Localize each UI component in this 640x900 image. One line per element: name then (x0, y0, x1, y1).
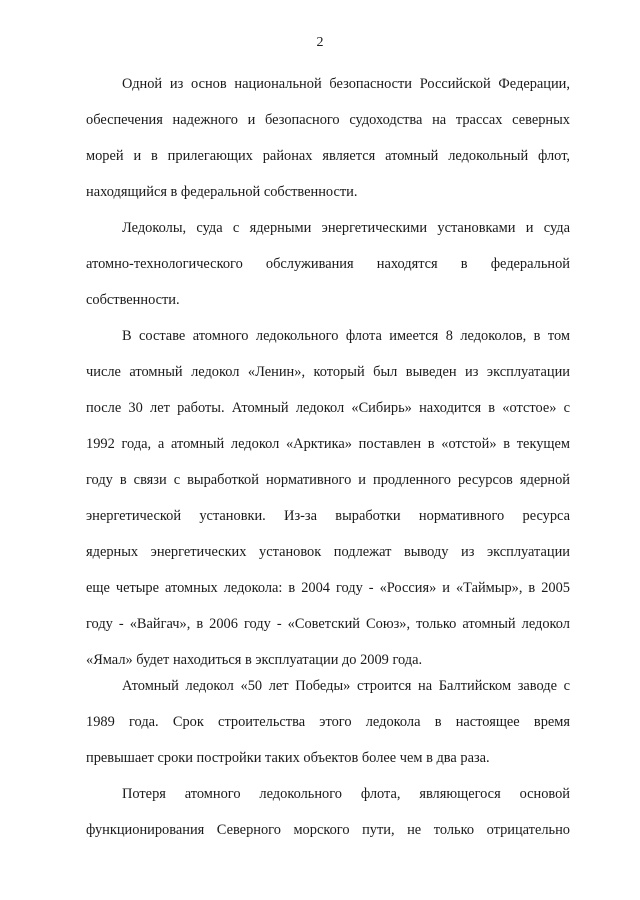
text-line: числе атомный ледокол «Ленин», который был выведен из эксплуатации (86, 364, 570, 380)
text-line: «Ямал» будет находиться в эксплуатации до 2009 года. (86, 652, 423, 668)
text-line: Атомный ледокол «50 лет Победы» строится на Балтийском заводе с (122, 678, 570, 694)
text-line: функционирования Северного морского пути, не только отрицательно (86, 822, 570, 838)
text-line: Потеря атомного ледокольного флота, являющегося основой (122, 786, 570, 802)
paragraph-4 (86, 668, 570, 776)
text-line: собственности. (86, 292, 180, 308)
text-line: году в связи с выработкой нормативного и продленного ресурсов ядерной (86, 472, 570, 488)
text-line: 1989 года. Срок строительства этого ледокола в настоящее время (86, 714, 570, 730)
text-line: году - «Вайгач», в 2006 году - «Советский Союз», только атомный ледокол (86, 616, 570, 632)
paragraph-3 (86, 318, 570, 678)
paragraph-5 (86, 776, 570, 848)
text-line: еще четыре атомных ледокола: в 2004 году - «Россия» и «Таймыр», в 2005 (86, 580, 570, 596)
text-line: энергетической установки. Из-за выработки нормативного ресурса (86, 508, 570, 524)
text-line: после 30 лет работы. Атомный ледокол «Сибирь» находится в «отстое» с (86, 400, 570, 416)
text-line: обеспечения надежного и безопасного судоходства на трассах северных (86, 112, 570, 128)
text-line: Ледоколы, суда с ядерными энергетическими установками и суда (122, 220, 570, 236)
text-line: превышает сроки постройки таких объектов более чем в два раза. (86, 750, 490, 766)
text-line: находящийся в федеральной собственности. (86, 184, 358, 200)
text-line: В составе атомного ледокольного флота имеется 8 ледоколов, в том (122, 328, 570, 344)
text-line: морей и в прилегающих районах является атомный ледокольный флот, (86, 148, 570, 164)
text-line: 1992 года, а атомный ледокол «Арктика» поставлен в «отстой» в текущем (86, 436, 570, 452)
text-line: Одной из основ национальной безопасности Российской Федерации, (122, 76, 570, 92)
text-line: ядерных энергетических установок подлежат выводу из эксплуатации (86, 544, 570, 560)
paragraph-1 (86, 66, 570, 210)
text-line: атомно-технологического обслуживания находятся в федеральной (86, 256, 570, 272)
page-number: 2 (316, 35, 324, 50)
paragraph-2 (86, 210, 570, 318)
